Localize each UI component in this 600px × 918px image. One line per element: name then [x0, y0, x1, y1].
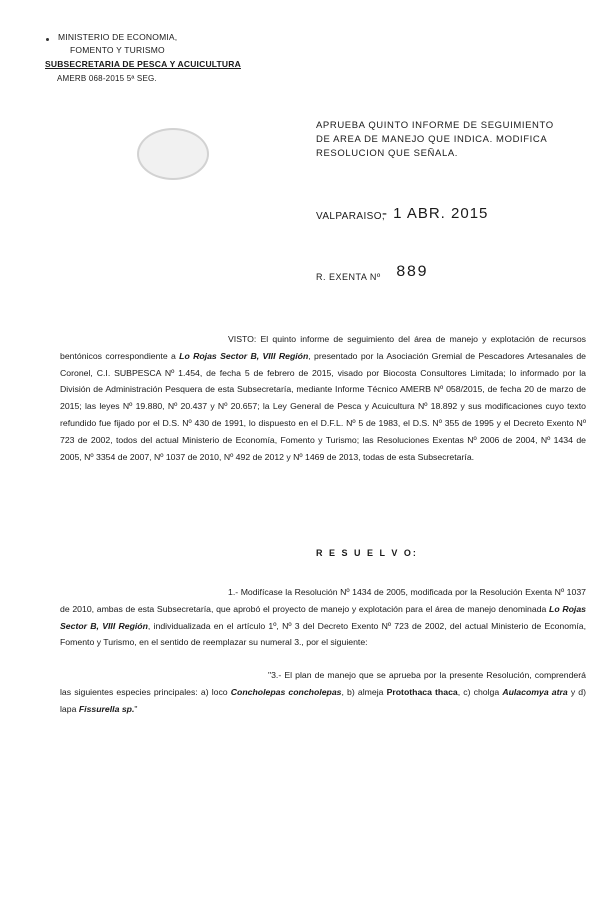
resolution-number: 889	[396, 263, 428, 281]
header-reference: AMERB 068-2015 5ª SEG.	[57, 74, 157, 83]
scan-mark	[46, 38, 49, 41]
quote-text: y d) lapa	[60, 686, 586, 714]
visto-text: El quinto informe de seguimiento del área de manejo y explotación de recursos bentónicos correspondiente a	[60, 334, 586, 361]
quote-text: "	[134, 703, 138, 714]
subject-line: RESOLUCION QUE SEÑALA.	[316, 148, 459, 159]
resuelvo-item-1	[60, 584, 586, 651]
header-fomento: FOMENTO Y TURISMO	[70, 45, 165, 55]
date-place: VALPARAISO,	[316, 211, 386, 222]
header-subsecretaria: SUBSECRETARIA DE PESCA Y ACUICULTURA	[45, 59, 241, 69]
header-ministry: MINISTERIO DE ECONOMIA,	[58, 32, 178, 42]
species-name: Protothaca thaca	[386, 686, 458, 697]
species-name: Aulacomya atra	[502, 686, 568, 697]
area-name: Lo Rojas Sector B, VIII Región	[60, 603, 586, 631]
resolution-label: R. EXENTA Nº	[316, 272, 381, 282]
visto-label: VISTO:	[228, 334, 257, 344]
subject-block	[316, 119, 586, 161]
subject-line: DE AREA DE MANEJO QUE INDICA. MODIFICA	[316, 134, 548, 145]
subject-line: APRUEBA QUINTO INFORME DE SEGUIMIENTO	[316, 120, 554, 131]
quote-text: , b) almeja	[341, 686, 387, 697]
resuelvo-quote	[60, 667, 586, 717]
item-text: , individualizada en el artículo 1º, Nº 3 del Decreto Exento Nº 723 de 2002, del actual Ministerio de Economía, Fomento y Turismo, en el sentido de reemplazar su numeral 3., por el siguiente:	[60, 620, 586, 648]
species-name: Concholepas concholepas	[230, 686, 342, 697]
date-value: - 1 ABR. 2015	[382, 205, 489, 222]
quote-text: "3.- El plan de manejo que se aprueba por la presente Resolución, comprenderá las siguientes especies principales: a) loco	[60, 670, 586, 697]
resuelvo-title: R E S U E L V O:	[316, 548, 418, 558]
area-name: Lo Rojas Sector B, VIII Región	[179, 350, 309, 361]
item-text: 1.- Modifícase la Resolución Nº 1434 de 2005, modificada por la Resolución Exenta Nº 1037 de 2010, ambas de esta Subsecretaría, que aprobó el proyecto de manejo y explotación para el área de manejo denominada	[60, 587, 586, 614]
visto-text: , presentado por la Asociación Gremial de Pescadores Artesanales de Coronel, C.I. SUBPESCA Nº 1.454, de fecha 5 de febrero de 2015, visado por Biocosta Consultores Limitada; lo informado por la División de Administración Pesquera de esta Subsecretaría, mediante Informe Técnico AMERB Nº 058/2015, de fecha 20 de marzo de 2015; las leyes Nº 19.880, Nº 20.437 y Nº 20.657; la Ley General de Pesca y Acuicultura Nº 18.892 y sus modificaciones cuyo texto refundido fue fijado por el D.S. Nº 430 de 1991, lo dispuesto en el D.F.L. Nº 5 de 1983, el D.S. Nº 355 de 1995 y el Decreto Exento Nº 723 de 2002, todos del actual Ministerio de Economía, Fomento y Turismo; las Resoluciones Exentas Nº 2006 de 2004, Nº 1434 de 2005, Nº 3354 de 2007, Nº 1037 de 2010, Nº 492 de 2012 y Nº 1469 de 2013, todas de esta Subsecretaría.	[60, 350, 586, 462]
species-name: Fissurella sp.	[78, 703, 135, 714]
visto-paragraph	[60, 331, 586, 465]
faded-stamp	[137, 128, 209, 180]
quote-text: , c) cholga	[457, 686, 503, 697]
